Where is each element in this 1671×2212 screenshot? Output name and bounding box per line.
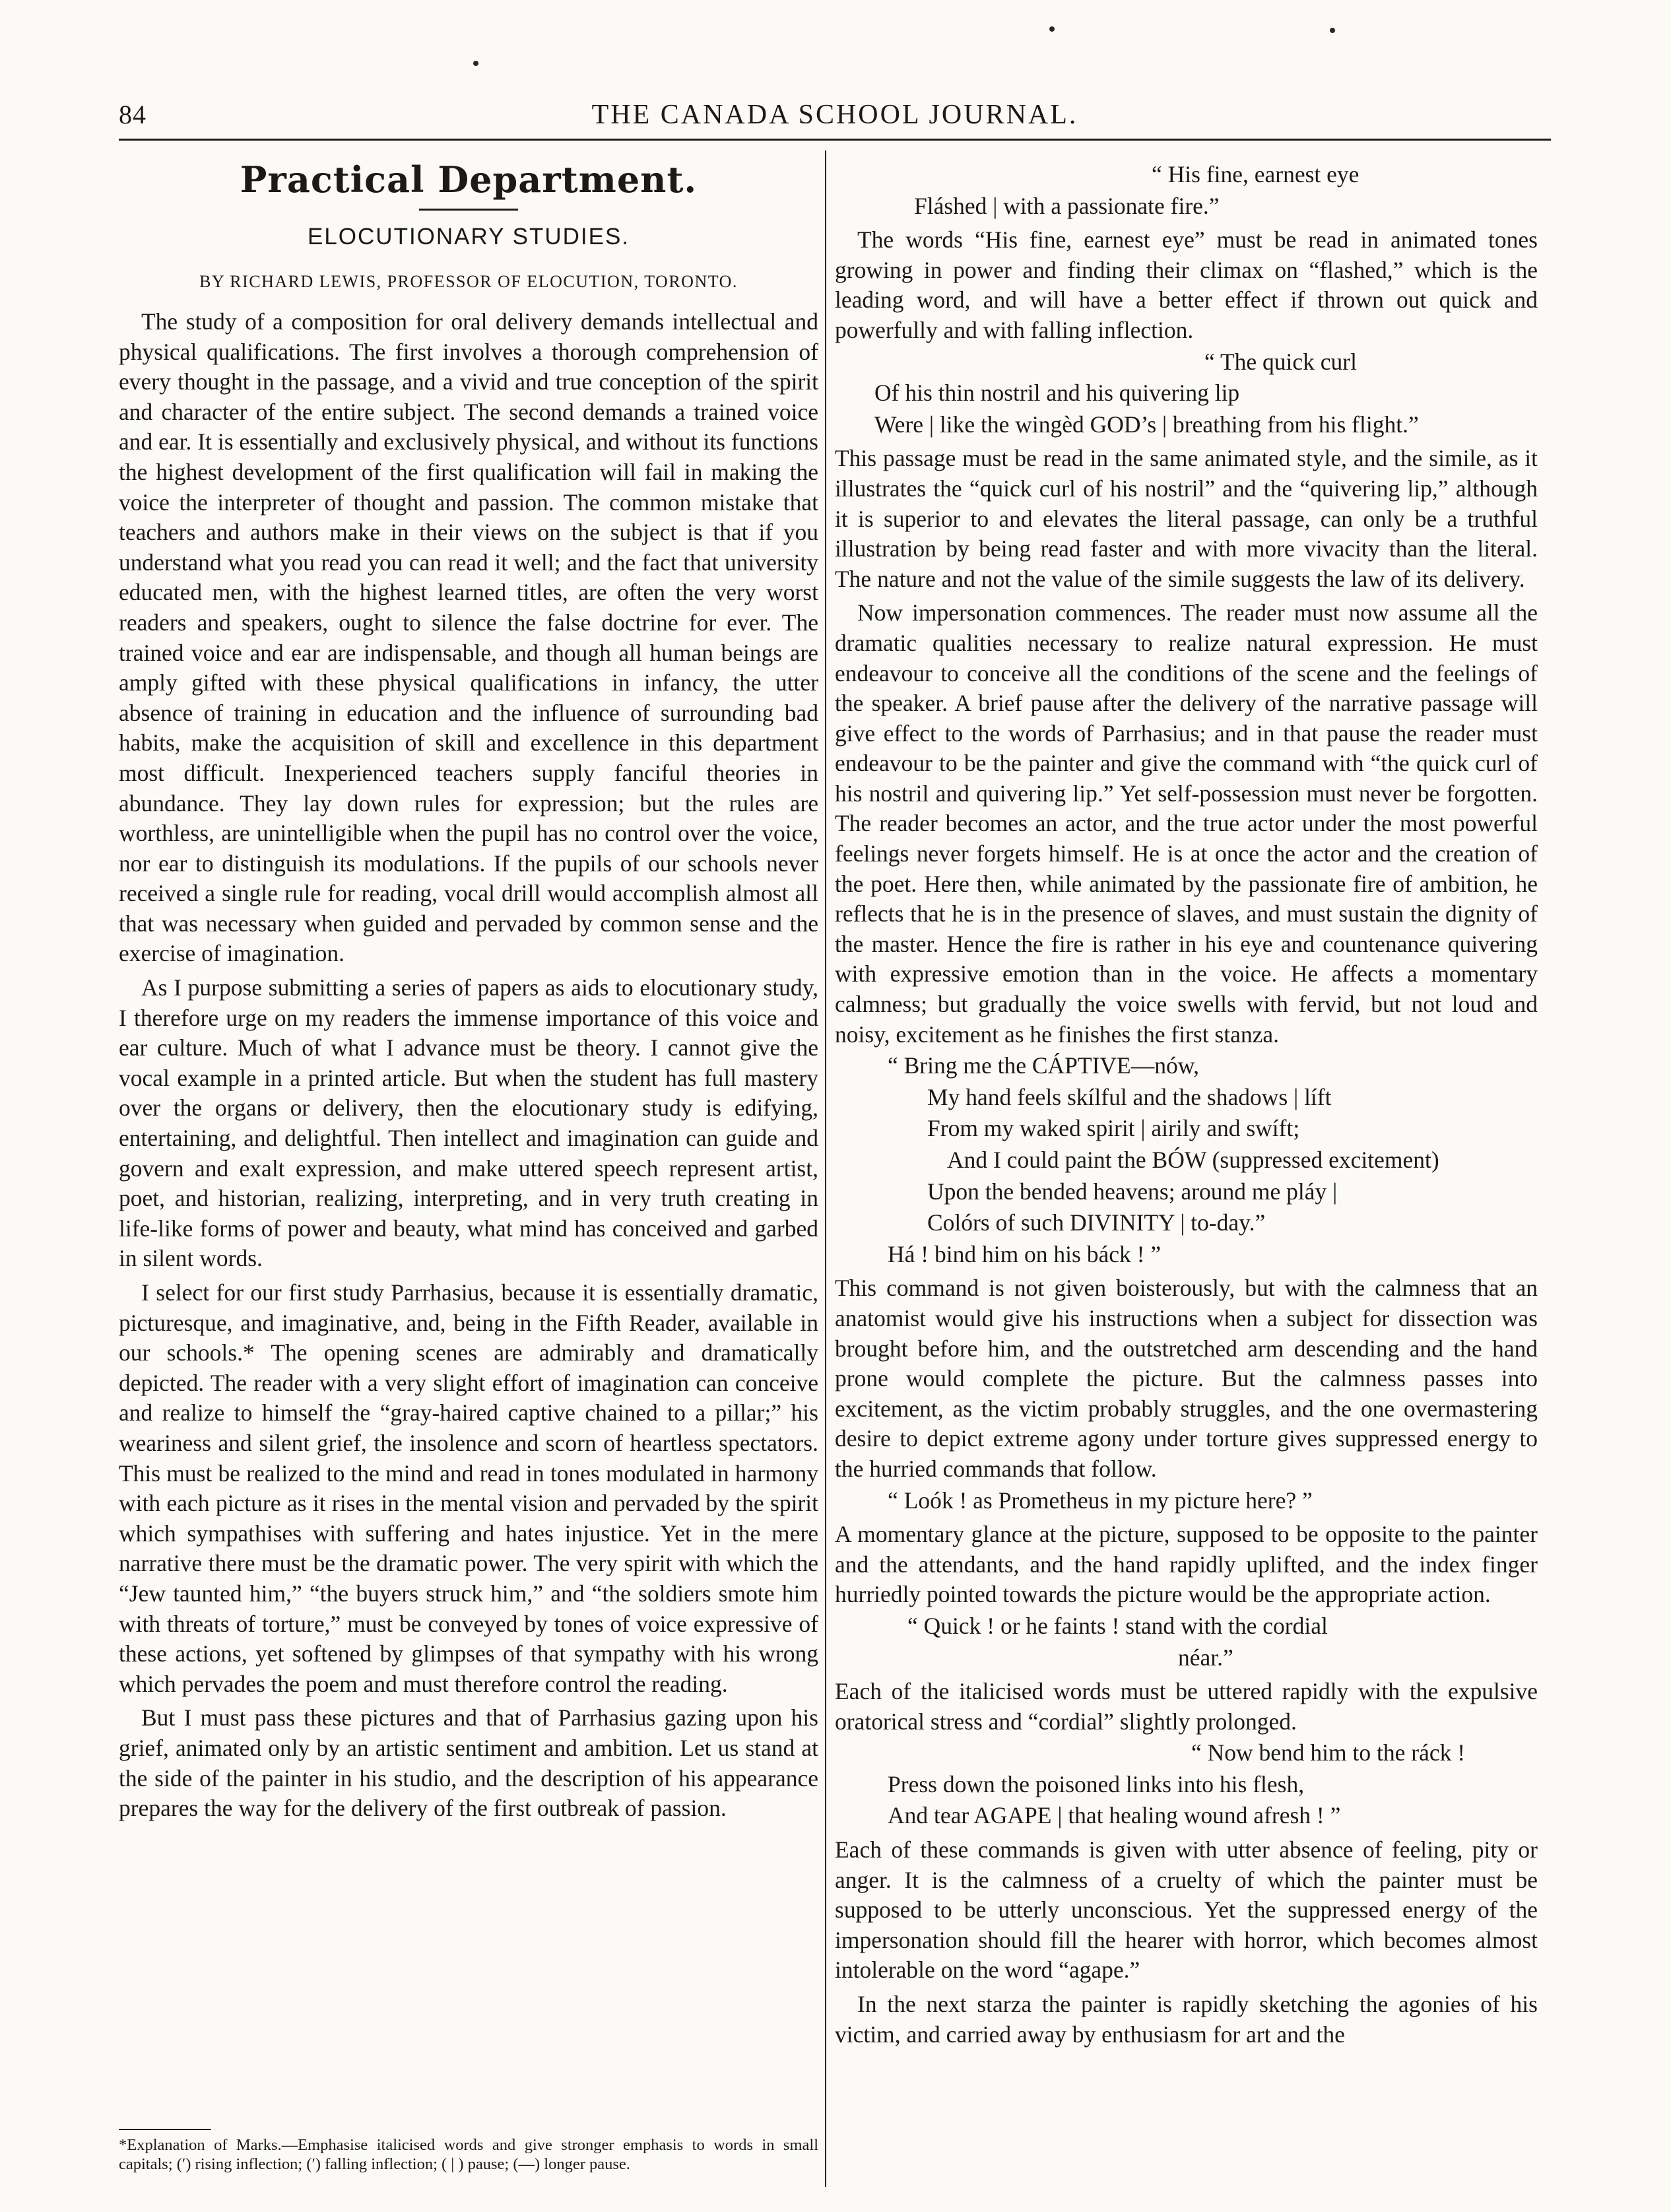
verse-line: “ Now bend him to the ráck ! [1191, 1739, 1466, 1766]
verse-line: Upon the bended heavens; around me pláy | [927, 1178, 1338, 1205]
verse-line: Press down the poisoned links into his flesh, [888, 1770, 1305, 1797]
print-speck [473, 61, 478, 66]
paragraph: This passage must be read in the same animated style, and the simile, as it illustrates the “quick curl of his nostril” and the “quivering lip,” although it is superior to and elevates the literal passage, can only be a truthful illustration by being read faster and with more vivacity than the literal. The nature and not the value of the simile suggests the law of its delivery. [835, 445, 1538, 592]
paragraph: A momentary glance at the picture, supposed to be opposite to the painter and the attendants, and the hand rapidly uplifted, and the index finger hurriedly pointed towards the picture would be the appropriate action. [835, 1521, 1538, 1608]
verse-line: And I could paint the BÓW (suppressed excitement) [947, 1147, 1439, 1173]
paragraph: Now impersonation commences. The reader must now assume all the dramatic qualities necessary to realize natural expression. He must endeavour to conceive all the conditions of the scene and the feelings of the speaker. A brief pause after the delivery of the narrative passage will give effect to the words of Parrhasius; and in that pause the reader must endeavour to be the painter and give the command with “the quick curl of his nostril and quivering lip.” Yet self-possession must never be forgotten. The reader becomes an actor, and the true actor under the most powerful feelings never forgets himself. He is at once the actor and the creation of the poet. Here then, while animated by the passionate fire of ambition, he reflects that he is in the presence of slaves, and must sustain the dignity of the master. Hence the fire is rather in his eye and countenance quivering with expressive emotion than in the voice. He affects a momentary calmness; but gradually the voice swells with fervid, but not loud and noisy, excitement as he finishes the first stanza. [835, 599, 1538, 1048]
verse-line: “ Quick ! or he faints ! stand with the cordial [907, 1612, 1328, 1639]
verse-line: Fláshed | with a passionate fire.” [914, 192, 1220, 219]
verse-line: And tear AGAPE | that healing wound afresh ! ” [888, 1802, 1341, 1829]
print-speck [1049, 26, 1055, 32]
paragraph: I select for our first study Parrhasius, because it is essentially dramatic, picturesque, and imaginative, and, being in the Fifth Reader, available in our schools.* The opening scenes are admirably and dramatically depicted. The reader with a very slight effort of imagination can conceive and realize to himself the “gray-haired captive chained to a pillar;” his weariness and silent grief, the insolence and scorn of heartless spectators. This must be realized to the mind and read in tones modulated in harmony with each picture as it rises in the mental vision and pervaded by the spirit which sympathises with suffering and hates injustice. Yet in the mere narrative there must be the dramatic power. The very spirit with which the “Jew taunted him,” “the buyers struck him,” and “the soldiers smote him with threats of torture,” must be conveyed by tones of voice expressive of these actions, yet softened by glimpses of that sympathy with his wrong which pervades the poem and must therefore control the reading. [119, 1279, 818, 1697]
paragraph: The study of a composition for oral delivery demands intellectual and physical qualifications. The first involves a thorough comprehension of every thought in the passage, and a vivid and true conception of the spirit and character of the entire subject. The second demands a trained voice and ear. It is essentially and exclusively physical, and without its functions the highest development of the first qualification will fail in making the voice the interpreter of thought and passion. The common mistake that teachers and authors make in their views on the subject is that if you understand what you read you can read it well; and the fact that university educated men, with the highest learned titles, are often the very worst readers and speakers, ought to silence the false doctrine for ever. The trained voice and ear are indispensable, and though all human beings are amply gifted with these physical qualifications in infancy, the utter absence of training in education and the influence of surrounding bad habits, make the acquisition of skill and excellence in this department most difficult. Inexperienced teachers supply fanciful theories in abundance. They lay down rules for expression; but the rules are worthless, are unintelligible when the pupil has no control over the voice, nor ear to distinguish its modulations. If the pupils of our schools never received a single rule for reading, vocal drill would accomplish almost all that was necessary when guided and pervaded by common sense and the exercise of imagination. [119, 308, 818, 967]
header-rule [119, 139, 1551, 141]
paragraph: Each of the italicised words must be uttered rapidly with the expulsive oratorical stress and “cordial” slightly prolonged. [835, 1678, 1538, 1735]
verse-line: “ The quick curl [1204, 348, 1357, 375]
page-number: 84 [119, 100, 147, 129]
left-column [119, 158, 818, 1824]
paragraph: The words “His fine, earnest eye” must be read in animated tones growing in power and finding their climax on “flashed,” which is the leading word, and will have a better effect if thrown out quick and powerfully and with falling inflection. [835, 226, 1538, 343]
paragraph: Each of these commands is given with utter absence of feeling, pity or anger. It is the calmness of a cruelty of which the painter must be supposed to be utterly unconscious. Yet the suppressed energy of the impersonation should fill the hearer with horror, which becomes almost intolerable on the word “agape.” [835, 1836, 1538, 1984]
paragraph: This command is not given boisterously, but with the calmness that an anatomist would give his instructions when a subject for dissection was brought before him, and the outstretched arm descending and the hand prone would complete the picture. But the calmness passes into excitement, as the victim probably struggles, and the one overmastering desire to depict extreme agony under torture gives suppressed energy to the hurried commands that follow. [835, 1275, 1538, 1482]
paragraph: But I must pass these pictures and that of Parrhasius gazing upon his grief, animated only by an artistic sentiment and ambition. Let us stand at the side of the painter in his studio, and the description of his appearance prepares the way for the delivery of the first outbreak of passion. [119, 1704, 818, 1822]
right-column [835, 158, 1538, 2050]
page-header [119, 99, 1551, 132]
verse-line: “ Bring me the CÁPTIVE—nów, [888, 1052, 1199, 1079]
article-title: ELOCUTIONARY STUDIES. [307, 224, 630, 250]
department-heading: Practical Department. [240, 158, 698, 201]
verse-line: Were | like the wingèd GOD’s | breathing from his flight.” [874, 411, 1419, 438]
print-speck [1330, 28, 1335, 33]
verse-line: “ His fine, earnest eye [1152, 161, 1360, 187]
journal-title: THE CANADA SCHOOL JOURNAL. [591, 100, 1078, 130]
verse-line: From my waked spirit | airily and swíft; [927, 1115, 1300, 1142]
footnote: *Explanation of Marks.—Emphasise italicised words and give stronger emphasis to words in small capitals; (′) rising inflection; (′) falling inflection; ( | ) pause; (—) longer pause. [119, 2136, 818, 2173]
column-divider [825, 151, 826, 2187]
verse-line: néar.” [1178, 1644, 1233, 1671]
heading-rule [419, 209, 518, 211]
verse-line: “ Loók ! as Prometheus in my picture here? ” [888, 1487, 1313, 1514]
verse-line: Of his thin nostril and his quivering lip [874, 380, 1240, 407]
byline: BY RICHARD LEWIS, PROFESSOR OF ELOCUTION, TORONTO. [199, 272, 738, 291]
footnote-rule [119, 2129, 211, 2130]
paragraph: In the next starza the painter is rapidly sketching the agonies of his victim, and carried away by enthusiasm for art and the [835, 1991, 1538, 2048]
verse-line: Há ! bind him on his báck ! ” [888, 1240, 1162, 1267]
paragraph: As I purpose submitting a series of papers as aids to elocutionary study, I therefore urge on my readers the immense importance of this voice and ear culture. Much of what I advance must be theory. I cannot give the vocal example in a printed article. But when the student has full mastery over the organs or delivery, then the elocutionary study is edifying, entertaining, and delightful. Then intellect and imagination can guide and govern and exalt expression, and make uttered speech represent artist, poet, and historian, realizing, interpreting, and in very truth creating in life-like forms of power and beauty, what mind has conceived and garbed in silent words. [119, 974, 818, 1272]
verse-line: My hand feels skílful and the shadows | líft [927, 1083, 1332, 1110]
verse-line: Colórs of such DIVINITY | to-day.” [927, 1209, 1266, 1236]
